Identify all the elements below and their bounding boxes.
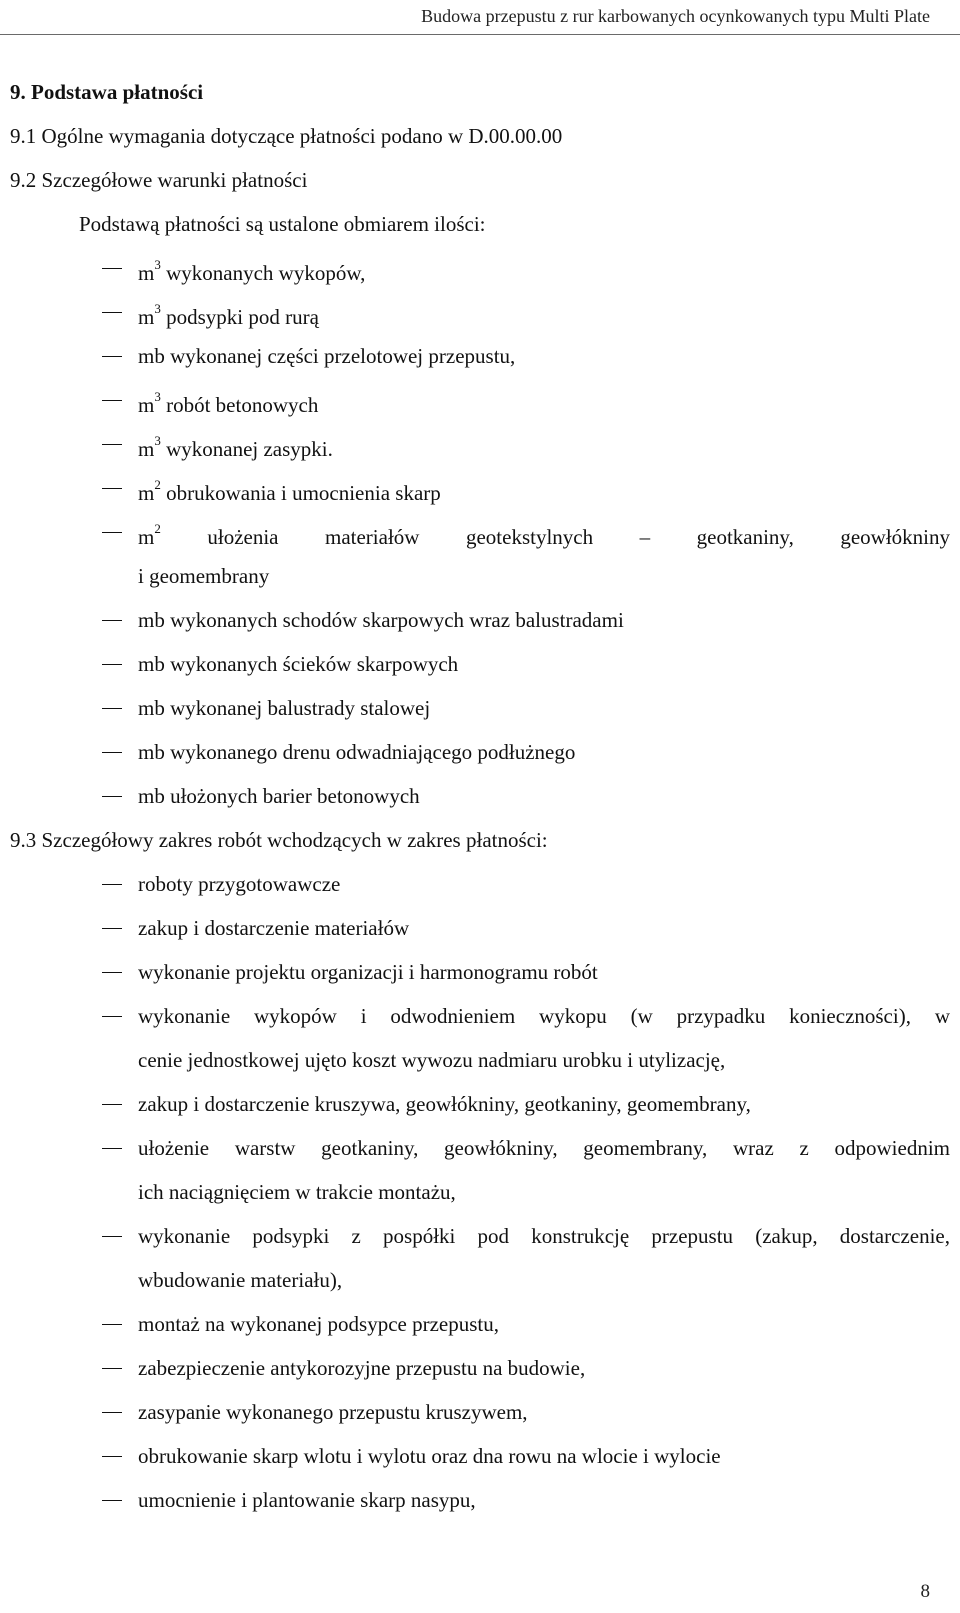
list-item: ułożenie warstw geotkaniny, geowłókniny, geomembrany, wraz z odpowiednim — [10, 1126, 960, 1170]
list-item: montaż na wykonanej podsypce przepustu, — [10, 1302, 960, 1346]
dash-bullet — [102, 752, 122, 753]
dash-bullet — [102, 1236, 122, 1237]
list-item: wykonanie podsypki z pospółki pod konstrukcję przepustu (zakup, dostarczenie, — [10, 1214, 960, 1258]
unit: $m^2$ — [138, 477, 161, 505]
dash-bullet — [102, 312, 122, 313]
paragraph-9-1: 9.1 Ogólne wymagania dotyczące płatności podano w D.00.00.00 — [10, 124, 563, 148]
list-item-continuation: wbudowanie materiału), — [138, 1268, 343, 1292]
dash-bullet — [102, 268, 122, 269]
list-item: $m^2$ obrukowania i umocnienia skarp — [10, 466, 960, 510]
unit: $m^3$ — [138, 433, 161, 461]
dash-bullet — [102, 972, 122, 973]
running-header: Budowa przepustu z rur karbowanych ocynkowanych typu Multi Plate — [421, 6, 930, 26]
list-item: obrukowanie skarp wlotu i wylotu oraz dna rowu na wlocie i wylocie — [10, 1434, 960, 1478]
list-item: $m^3$ robót betonowych — [10, 378, 960, 422]
header-rule — [0, 34, 960, 35]
list-item-geotextiles — [10, 510, 960, 554]
list-item: mb wykonanych schodów skarpowych wraz balustradami — [10, 598, 960, 642]
unit: $m^3$ — [138, 257, 161, 285]
list-item: roboty przygotowawcze — [10, 862, 960, 906]
list-item: zasypanie wykonanego przepustu kruszywem, — [10, 1390, 960, 1434]
list-item: zakup i dostarczenie kruszywa, geowłókniny, geotkaniny, geomembrany, — [10, 1082, 960, 1126]
dash-bullet — [102, 1016, 122, 1017]
dash-bullet — [102, 884, 122, 885]
dash-bullet — [102, 488, 122, 489]
list-item-text: $m^2$ ułożenia materiałów geotekstylnych – geotkaniny, geowłókniny — [138, 521, 950, 549]
dash-bullet — [102, 532, 122, 533]
list-item: $m^3$ podsypki pod rurą — [10, 290, 960, 334]
list-item: mb ułożonych barier betonowych — [10, 774, 960, 818]
dash-bullet — [102, 1324, 122, 1325]
page-number: 8 — [920, 1581, 930, 1602]
list-item-continuation: cenie jednostkowej ujęto koszt wywozu nadmiaru urobku i utylizację, — [138, 1048, 726, 1072]
dash-bullet — [102, 356, 122, 357]
list-item: mb wykonanego drenu odwadniającego podłużnego — [10, 730, 960, 774]
dash-bullet — [102, 1368, 122, 1369]
paragraph-9-2: 9.2 Szczegółowe warunki płatności — [10, 168, 308, 192]
paragraph-intro: Podstawą płatności są ustalone obmiarem ilości: — [79, 212, 486, 236]
dash-bullet — [102, 1500, 122, 1501]
list-item: $m^3$ wykonanej zasypki. — [10, 422, 960, 466]
list-item: zabezpieczenie antykorozyjne przepustu na budowie, — [10, 1346, 960, 1390]
dash-bullet — [102, 1104, 122, 1105]
dash-bullet — [102, 400, 122, 401]
list-item-continuation: ich naciągnięciem w trakcie montażu, — [138, 1180, 456, 1204]
dash-bullet — [102, 928, 122, 929]
list-item: wykonanie wykopów i odwodnieniem wykopu (w przypadku konieczności), w — [10, 994, 960, 1038]
dash-bullet — [102, 1412, 122, 1413]
dash-bullet — [102, 708, 122, 709]
list-item: $m^3$ wykonanych wykopów, — [10, 246, 960, 290]
list-item: umocnienie i plantowanie skarp nasypu, — [10, 1478, 960, 1522]
list-item: mb wykonanych ścieków skarpowych — [10, 642, 960, 686]
unit: $m^3$ — [138, 301, 161, 329]
list-item: mb wykonanej balustrady stalowej — [10, 686, 960, 730]
dash-bullet — [102, 620, 122, 621]
document-body — [10, 70, 960, 1522]
dash-bullet — [102, 1456, 122, 1457]
section-title: 9. Podstawa płatności — [10, 80, 204, 104]
unit: $m^3$ — [138, 389, 161, 417]
list-item-continuation: i geomembrany — [138, 564, 270, 588]
dash-bullet — [102, 664, 122, 665]
list-item: mb wykonanej części przelotowej przepustu, — [10, 334, 960, 378]
list-item: wykonanie projektu organizacji i harmonogramu robót — [10, 950, 960, 994]
dash-bullet — [102, 444, 122, 445]
dash-bullet — [102, 796, 122, 797]
dash-bullet — [102, 1148, 122, 1149]
list-item: zakup i dostarczenie materiałów — [10, 906, 960, 950]
paragraph-9-3: 9.3 Szczegółowy zakres robót wchodzących w zakres płatności: — [10, 828, 548, 852]
